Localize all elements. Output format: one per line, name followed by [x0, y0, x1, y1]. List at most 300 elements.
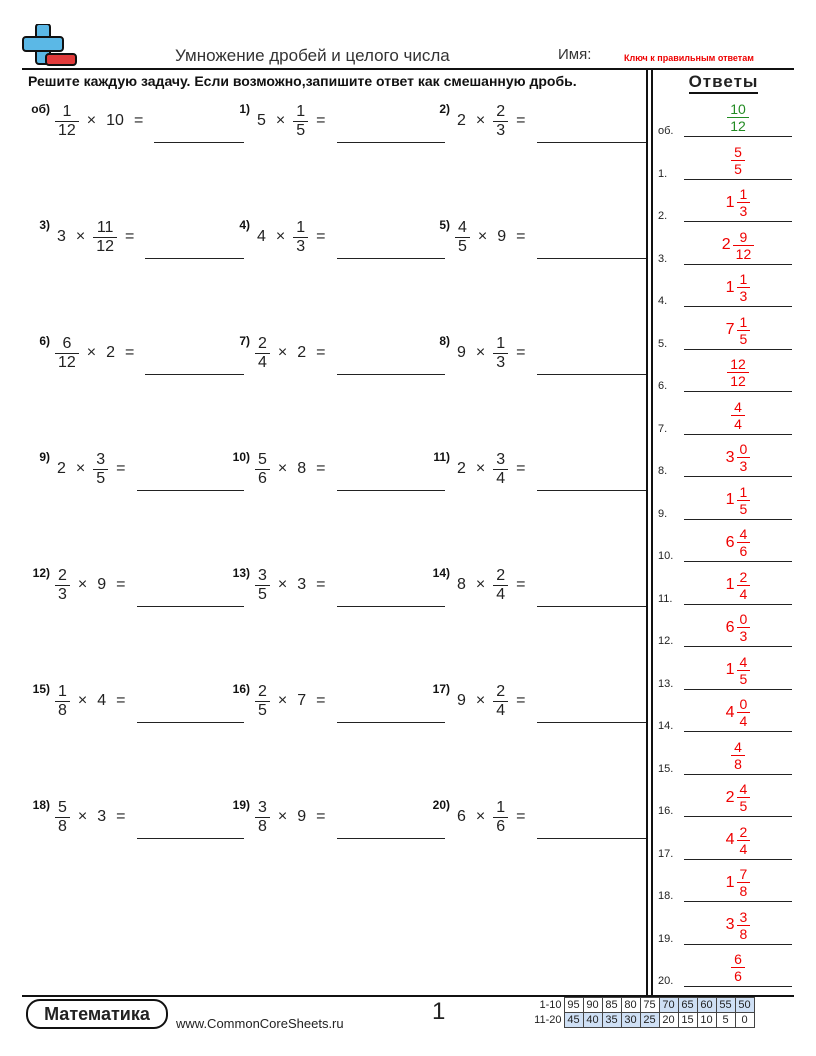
answer-blank — [337, 258, 446, 259]
numerator: 4 — [739, 526, 748, 542]
answer-column-divider — [651, 70, 653, 995]
answer-fraction — [727, 101, 749, 134]
answer-fraction — [737, 866, 751, 899]
answer-fraction — [731, 399, 745, 432]
numerator: 0 — [739, 441, 748, 457]
denominator: 12 — [55, 353, 79, 372]
answer-fraction — [737, 526, 751, 559]
fraction — [293, 103, 308, 140]
answer-label: 2. — [658, 210, 668, 222]
fraction — [493, 683, 508, 720]
answer-value — [684, 101, 792, 134]
denominator: 4 — [493, 469, 508, 488]
equals-sign: = — [125, 228, 135, 245]
answer-label: 7. — [658, 422, 668, 435]
answer-fraction — [731, 144, 745, 177]
numerator: 4 — [458, 218, 467, 236]
problem-number: 4) — [239, 218, 250, 232]
score-cell: 0 — [735, 1013, 754, 1028]
numerator: 2 — [739, 823, 748, 840]
times-sign: × — [475, 460, 486, 477]
equals-sign: = — [125, 344, 135, 361]
answer-blank — [137, 838, 245, 839]
answer-blank — [137, 722, 245, 723]
denominator: 8 — [737, 882, 751, 899]
problem-number: 15) — [32, 682, 50, 696]
times-sign: × — [77, 808, 88, 825]
answer-blank — [537, 374, 647, 375]
denominator: 12 — [733, 245, 755, 262]
denominator: 8 — [55, 701, 70, 720]
score-cell: 5 — [716, 1013, 735, 1028]
whole-number: 9 — [497, 228, 507, 245]
denominator: 4 — [493, 585, 508, 604]
answer-value — [684, 909, 792, 942]
fraction — [255, 799, 270, 836]
score-cell: 45 — [564, 1013, 583, 1028]
problem-number: 6) — [39, 334, 50, 348]
numerator: 0 — [739, 696, 748, 712]
numerator: 1 — [62, 102, 72, 120]
answer-column-divider — [646, 70, 648, 995]
problem-expression — [452, 328, 531, 378]
denominator: 12 — [727, 117, 749, 134]
answer-row — [658, 223, 792, 265]
times-sign: × — [75, 228, 86, 245]
fraction — [293, 219, 308, 256]
problem-expression — [452, 676, 531, 726]
whole-part: 3 — [725, 916, 735, 933]
whole-part: 1 — [725, 193, 735, 211]
denominator: 3 — [737, 457, 751, 474]
answer-fraction — [737, 186, 751, 219]
numerator: 4 — [739, 781, 748, 797]
site-url: www.CommonCoreSheets.ru — [176, 1016, 344, 1031]
answer-fraction — [737, 781, 751, 814]
answer-label: 17. — [658, 847, 674, 860]
denominator: 3 — [737, 287, 751, 304]
times-sign: × — [475, 112, 486, 129]
fraction — [255, 567, 270, 604]
whole-number: 8 — [297, 460, 307, 477]
denominator: 4 — [737, 840, 751, 857]
denominator: 5 — [737, 670, 751, 687]
answer-label: 13. — [658, 677, 674, 690]
denominator: 3 — [55, 585, 70, 604]
fraction — [493, 799, 508, 836]
answer-value — [684, 611, 792, 644]
answers-title: Ответы — [653, 72, 794, 92]
answer-key-label: Ключ к правильным ответам — [624, 53, 754, 63]
answer-value — [684, 569, 792, 602]
whole-number: 2 — [57, 460, 66, 477]
answer-blank — [337, 374, 446, 375]
score-range-label: 11-20 — [534, 1014, 562, 1026]
numerator: 10 — [730, 101, 746, 117]
numerator: 3 — [739, 908, 748, 925]
numerator: 1 — [739, 271, 748, 287]
score-range-label: 1-10 — [539, 999, 562, 1011]
answer-row — [658, 648, 792, 690]
denominator: 6 — [737, 542, 751, 559]
answer-value — [684, 144, 792, 177]
equals-sign: = — [516, 460, 526, 477]
answer-value — [684, 654, 792, 687]
denominator: 5 — [255, 585, 270, 604]
numerator: 5 — [734, 143, 742, 160]
equals-sign: = — [116, 692, 126, 709]
answer-blank — [337, 838, 446, 839]
problem-expression — [452, 444, 531, 494]
equals-sign: = — [316, 576, 326, 593]
whole-number: 4 — [97, 692, 107, 709]
whole-number: 2 — [106, 344, 116, 361]
whole-number: 7 — [297, 692, 307, 709]
denominator: 5 — [455, 237, 470, 256]
answer-label: об. — [658, 125, 674, 137]
whole-number: 9 — [457, 692, 466, 709]
name-label: Имя: — [558, 46, 592, 63]
whole-number: 2 — [457, 460, 466, 477]
whole-part: 1 — [725, 278, 735, 296]
answer-row — [658, 265, 792, 307]
times-sign: × — [277, 808, 288, 825]
times-sign: × — [86, 344, 97, 361]
score-cell: 65 — [678, 998, 697, 1013]
answer-row — [658, 180, 792, 222]
fraction — [493, 335, 508, 372]
numerator: 1 — [296, 102, 306, 120]
denominator: 5 — [737, 330, 751, 347]
answer-fraction — [737, 484, 751, 517]
denominator: 3 — [737, 202, 751, 219]
whole-number: 6 — [457, 808, 466, 825]
times-sign: × — [86, 112, 97, 129]
fraction — [493, 567, 508, 604]
problem-number: 11) — [433, 450, 450, 464]
score-row — [530, 1013, 754, 1028]
problem-expression — [452, 560, 531, 610]
problem-expression — [252, 328, 331, 378]
answer-label: 12. — [658, 635, 674, 647]
numerator: 6 — [734, 951, 742, 967]
denominator: 3 — [737, 627, 751, 644]
instructions: Решите каждую задачу. Если возможно,запишите ответ как смешанную дробь. — [28, 73, 577, 89]
problem-number: 5) — [439, 218, 450, 232]
numerator: 3 — [96, 450, 106, 468]
score-cell: 95 — [564, 998, 583, 1013]
answer-value — [684, 186, 792, 219]
numerator: 12 — [730, 356, 746, 372]
denominator: 12 — [727, 372, 749, 389]
problem-number: 19) — [232, 798, 250, 812]
answer-row — [658, 818, 792, 860]
score-cell: 85 — [602, 998, 621, 1013]
problem-expression — [52, 792, 131, 842]
answer-label: 8. — [658, 465, 668, 477]
answer-blank — [337, 722, 446, 723]
denominator: 8 — [731, 755, 745, 772]
score-row — [530, 998, 754, 1013]
times-sign: × — [475, 808, 486, 825]
answer-row — [658, 860, 792, 902]
problem-number: 8) — [439, 334, 450, 348]
answer-blank — [537, 142, 647, 143]
answer-fraction — [733, 229, 755, 262]
numerator: 5 — [58, 798, 67, 816]
answer-label: 1. — [658, 167, 668, 180]
denominator: 12 — [55, 121, 79, 140]
answer-fraction — [737, 441, 751, 474]
numerator: 7 — [739, 866, 748, 882]
plus-minus-logo-icon — [22, 24, 78, 68]
numerator: 3 — [496, 450, 506, 468]
whole-part: 1 — [725, 661, 735, 678]
times-sign: × — [277, 576, 288, 593]
problem-expression — [52, 212, 139, 262]
answer-row — [658, 435, 792, 477]
numerator: 1 — [296, 218, 306, 236]
problem-expression — [252, 212, 331, 262]
denominator: 5 — [93, 469, 108, 488]
numerator: 2 — [258, 682, 267, 700]
numerator: 4 — [734, 738, 742, 755]
times-sign: × — [277, 692, 288, 709]
answer-label: 19. — [658, 932, 674, 945]
problem-number: 10) — [232, 450, 250, 464]
times-sign: × — [475, 576, 486, 593]
answer-row — [658, 605, 792, 647]
numerator: 4 — [734, 398, 742, 415]
score-cell: 60 — [697, 998, 716, 1013]
score-cell: 80 — [621, 998, 640, 1013]
answer-value — [684, 866, 792, 899]
score-table — [530, 997, 755, 1028]
answer-label: 20. — [658, 975, 674, 987]
answer-value — [684, 781, 792, 814]
whole-number: 8 — [457, 576, 466, 593]
equals-sign: = — [316, 460, 326, 477]
fraction — [93, 219, 117, 256]
score-cell: 90 — [583, 998, 602, 1013]
answer-label: 4. — [658, 295, 668, 307]
answer-blank — [537, 606, 647, 607]
whole-part: 4 — [725, 703, 735, 721]
answer-blank — [537, 722, 647, 723]
header-divider — [22, 68, 794, 70]
answer-value — [684, 484, 792, 517]
whole-part: 7 — [725, 321, 735, 338]
fraction — [93, 451, 108, 488]
numerator: 2 — [258, 334, 267, 352]
score-cell: 30 — [621, 1013, 640, 1028]
answer-blank — [137, 490, 245, 491]
answer-fraction — [731, 951, 745, 984]
answer-blank — [337, 142, 446, 143]
problem-expression — [52, 676, 131, 726]
denominator: 8 — [55, 817, 70, 836]
problem-expression — [252, 96, 331, 146]
score-cell: 50 — [735, 998, 754, 1013]
problem-expression — [52, 328, 139, 378]
answer-value — [684, 739, 792, 772]
problem-number: 9) — [39, 450, 50, 464]
problem-number: об) — [31, 102, 50, 116]
answer-value — [684, 526, 792, 559]
numerator: 1 — [58, 682, 67, 700]
numerator: 2 — [496, 682, 506, 700]
answer-fraction — [737, 271, 751, 304]
answer-value — [684, 314, 792, 347]
denominator: 4 — [255, 353, 270, 372]
whole-number: 3 — [297, 576, 307, 593]
numerator: 3 — [258, 566, 267, 584]
times-sign: × — [275, 228, 286, 245]
equals-sign: = — [316, 228, 326, 245]
fraction — [55, 567, 70, 604]
whole-part: 6 — [725, 618, 735, 636]
problem-number: 1) — [239, 102, 250, 116]
times-sign: × — [77, 692, 88, 709]
denominator: 5 — [293, 121, 308, 140]
denominator: 4 — [493, 701, 508, 720]
brand-badge: Математика — [26, 999, 168, 1029]
equals-sign: = — [516, 344, 526, 361]
score-cell: 40 — [583, 1013, 602, 1028]
score-cell: 10 — [697, 1013, 716, 1028]
fraction — [255, 683, 270, 720]
whole-number: 9 — [457, 344, 466, 361]
denominator: 12 — [93, 237, 117, 256]
problem-number: 2) — [439, 102, 450, 116]
times-sign: × — [477, 228, 488, 245]
score-cell: 15 — [678, 1013, 697, 1028]
times-sign: × — [277, 344, 288, 361]
answer-blank — [137, 606, 245, 607]
score-cell: 75 — [640, 998, 659, 1013]
denominator: 3 — [293, 237, 308, 256]
score-cell: 25 — [640, 1013, 659, 1028]
page-number: 1 — [432, 998, 446, 1025]
denominator: 6 — [731, 967, 745, 984]
whole-number: 3 — [57, 228, 66, 245]
answer-row — [658, 690, 792, 732]
whole-number: 10 — [106, 112, 124, 129]
answer-blank — [145, 374, 244, 375]
whole-number: 2 — [457, 112, 466, 129]
answer-fraction — [737, 696, 751, 729]
answer-value — [684, 696, 792, 729]
answer-row — [658, 478, 792, 520]
times-sign: × — [75, 460, 86, 477]
fraction — [493, 103, 508, 140]
answer-fraction — [737, 909, 751, 942]
whole-part: 1 — [725, 873, 735, 891]
answer-row — [658, 138, 792, 180]
answer-fraction — [737, 654, 751, 687]
whole-part: 2 — [721, 236, 731, 253]
problem-expression — [52, 96, 148, 146]
whole-number: 2 — [297, 344, 307, 361]
times-sign: × — [277, 460, 288, 477]
times-sign: × — [275, 112, 286, 129]
answer-blank — [537, 490, 647, 491]
problem-number: 12) — [32, 566, 50, 580]
whole-number: 3 — [97, 808, 107, 825]
whole-number: 9 — [97, 576, 107, 593]
answer-value — [684, 441, 792, 474]
answer-label: 15. — [658, 762, 674, 775]
times-sign: × — [475, 692, 486, 709]
numerator: 2 — [739, 568, 748, 585]
problem-number: 7) — [239, 334, 250, 348]
answer-blank — [537, 838, 647, 839]
fraction — [493, 451, 508, 488]
problem-expression — [452, 212, 531, 262]
denominator: 4 — [737, 585, 751, 602]
score-cell: 20 — [659, 1013, 678, 1028]
denominator: 6 — [493, 817, 508, 836]
denominator: 4 — [737, 712, 751, 729]
numerator: 11 — [96, 218, 114, 236]
numerator: 4 — [739, 653, 748, 670]
fraction — [55, 683, 70, 720]
whole-part: 4 — [725, 831, 735, 848]
numerator: 1 — [739, 186, 748, 202]
answer-label: 5. — [658, 337, 668, 350]
problem-expression — [452, 792, 531, 842]
equals-sign: = — [316, 112, 326, 129]
denominator: 5 — [737, 797, 751, 814]
answer-label: 14. — [658, 720, 674, 732]
answer-label: 10. — [658, 550, 674, 562]
denominator: 3 — [493, 121, 508, 140]
equals-sign: = — [316, 344, 326, 361]
equals-sign: = — [116, 460, 126, 477]
numerator: 6 — [62, 334, 72, 352]
answer-label: 11. — [658, 592, 673, 605]
problem-expression — [252, 676, 331, 726]
numerator: 1 — [739, 483, 748, 500]
answer-fraction — [727, 356, 749, 389]
answer-row — [658, 903, 792, 945]
problem-expression — [252, 792, 331, 842]
denominator: 3 — [493, 353, 508, 372]
answer-row — [658, 945, 792, 987]
problem-number: 13) — [232, 566, 250, 580]
fraction — [255, 335, 270, 372]
numerator: 1 — [739, 313, 748, 330]
denominator: 8 — [737, 925, 751, 942]
times-sign: × — [475, 344, 486, 361]
numerator: 1 — [496, 334, 506, 352]
whole-number: 9 — [297, 808, 307, 825]
equals-sign: = — [516, 112, 526, 129]
answer-fraction — [731, 739, 745, 772]
answer-fraction — [737, 611, 751, 644]
problem-number: 18) — [32, 798, 50, 812]
denominator: 8 — [255, 817, 270, 836]
equals-sign: = — [316, 808, 326, 825]
answer-fraction — [737, 314, 751, 347]
answer-row — [658, 733, 792, 775]
denominator: 5 — [731, 160, 745, 177]
answer-label: 3. — [658, 252, 668, 265]
whole-part: 3 — [725, 448, 735, 466]
problem-expression — [252, 444, 331, 494]
answer-label: 9. — [658, 507, 668, 520]
answer-blank — [154, 142, 244, 143]
